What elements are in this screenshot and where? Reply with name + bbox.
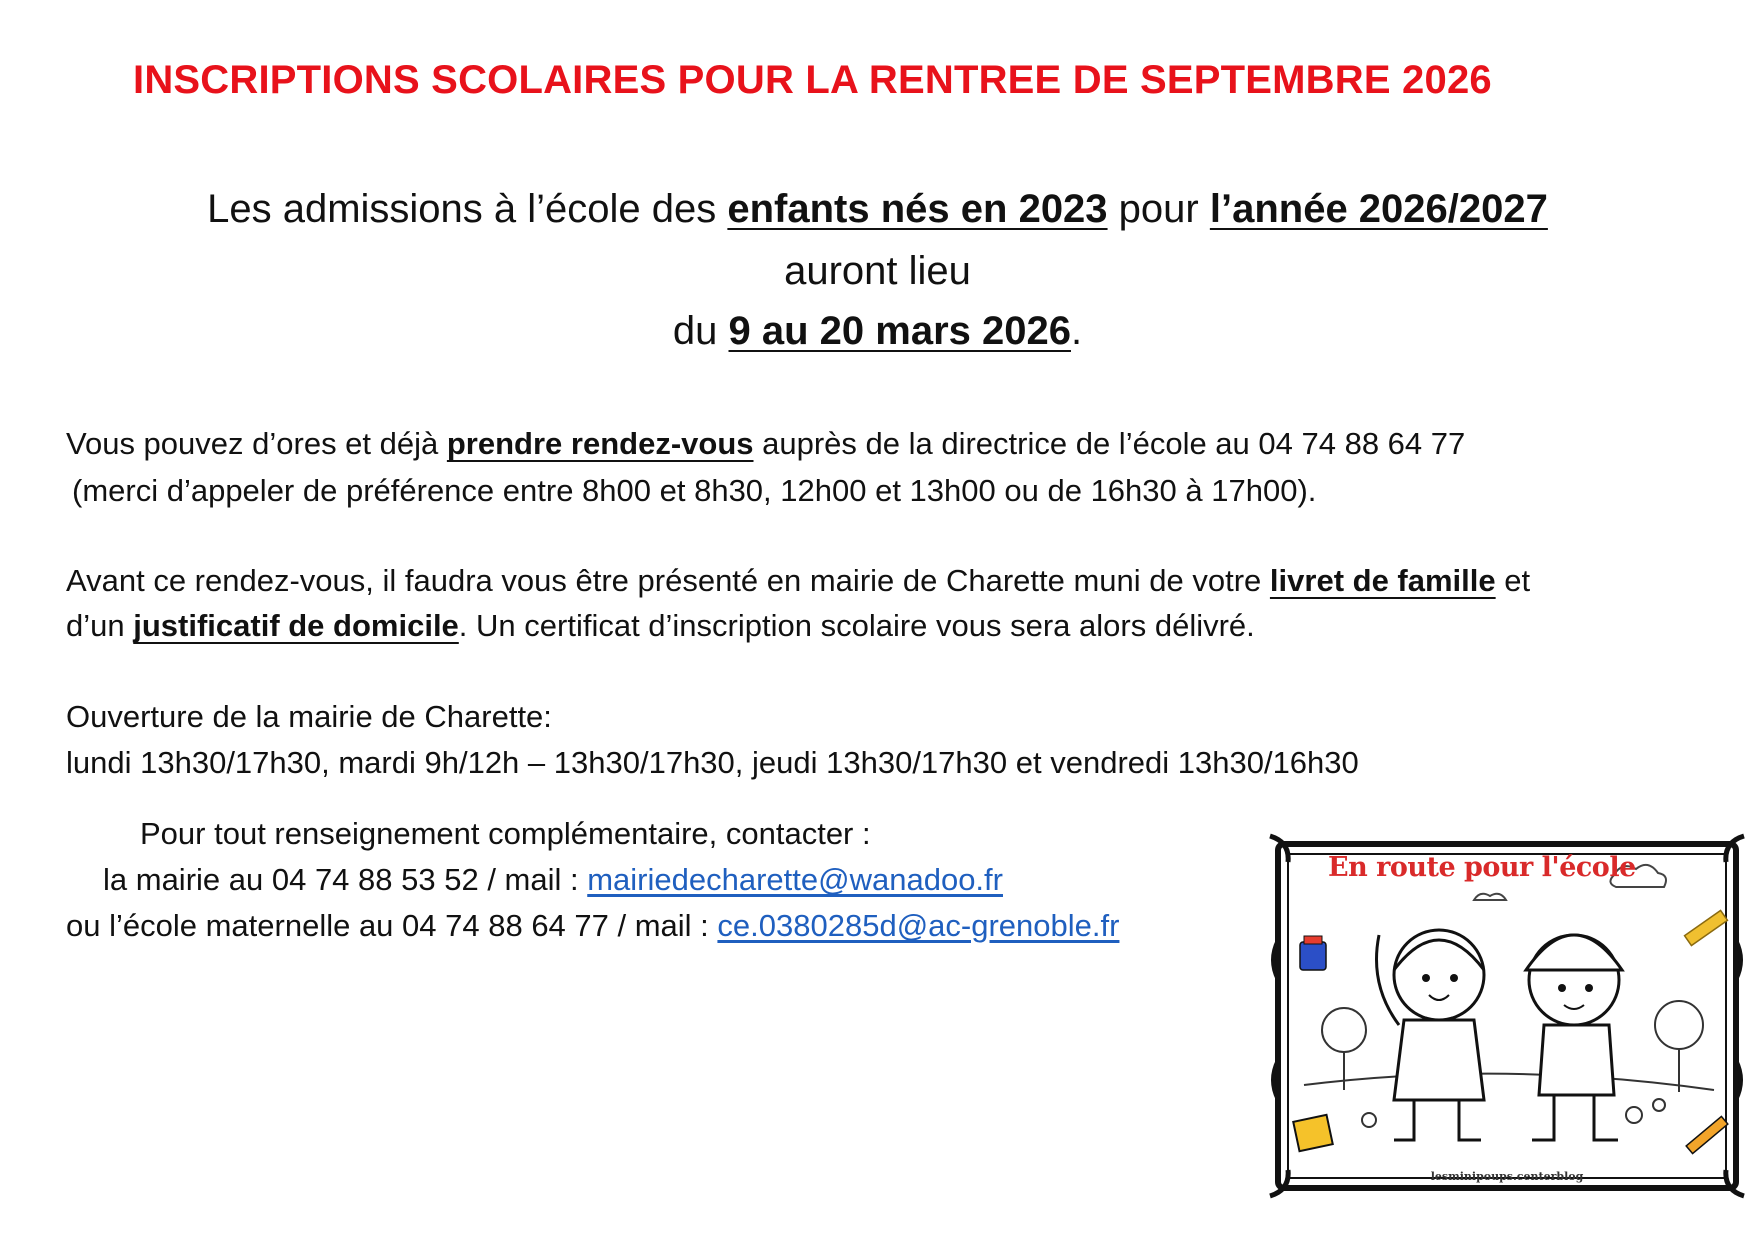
avant-pre: Avant ce rendez-vous, il faudra vous être présenté en mairie de Charette muni de votre [66, 563, 1270, 598]
rdv-bold: prendre rendez-vous [446, 426, 754, 461]
rdv-pre: Vous pouvez d’ores et déjà [66, 426, 447, 461]
contact-ecole-label: ou l’école maternelle au 04 74 88 64 77 / mail : [66, 908, 718, 943]
admissions-dot: . [1070, 309, 1083, 353]
hours-title: Ouverture de la mairie de Charette: [66, 699, 552, 734]
rdv-line-1 [66, 426, 1465, 462]
rdv-post: auprès de la directrice de l’école au 04 74 88 64 77 [753, 426, 1466, 461]
avant-line2-post: . Un certificat d’inscription scolaire vous sera alors délivré. [458, 608, 1255, 643]
admissions-for: pour [1107, 187, 1210, 231]
ecole-email-link[interactable]: ce.0380285d@ac-grenoble.fr [717, 908, 1120, 943]
admissions-school-year: l’année 2026/2027 [1209, 187, 1548, 231]
contact-intro: Pour tout renseignement complémentaire, contacter : [140, 816, 871, 851]
contact-mairie-label: la mairie au 04 74 88 53 52 / mail : [103, 862, 588, 897]
illustration-credit: lesminipoups.centerblog [1430, 1170, 1584, 1183]
contact-mairie [103, 862, 1003, 898]
justificatif-domicile: justificatif de domicile [133, 608, 459, 643]
admissions-intro: Les admissions à l’école des [207, 187, 728, 231]
mairie-email-link[interactable]: mairiedecharette@wanadoo.fr [587, 862, 1003, 897]
illustration-drawing [1264, 830, 1750, 1202]
page-title: INSCRIPTIONS SCOLAIRES POUR LA RENTREE DE SEPTEMBRE 2026 [133, 58, 1492, 102]
admissions-line-2: auront lieu [784, 249, 971, 293]
contact-ecole [66, 908, 1119, 944]
avant-line-1 [66, 563, 1530, 599]
hours-line: lundi 13h30/17h30, mardi 9h/12h – 13h30/17h30, jeudi 13h30/17h30 et vendredi 13h30/16h30 [66, 745, 1359, 780]
avant-post: et [1495, 563, 1531, 598]
avant-line2-pre: d’un [66, 608, 134, 643]
avant-line-2 [66, 608, 1255, 644]
admissions-from: du [672, 309, 729, 353]
school-illustration [1264, 830, 1750, 1202]
admissions-dates: 9 au 20 mars 2026 [728, 309, 1071, 353]
rdv-line-2: (merci d’appeler de préférence entre 8h00 et 8h30, 12h00 et 13h00 ou de 16h30 à 17h00). [72, 473, 1317, 508]
illustration-title: En route pour l'école [1328, 852, 1636, 883]
admissions-line-3 [0, 309, 1755, 354]
livret-famille: livret de famille [1269, 563, 1496, 598]
admissions-children-year: enfants nés en 2023 [727, 187, 1108, 231]
admissions-line-1 [0, 187, 1755, 232]
